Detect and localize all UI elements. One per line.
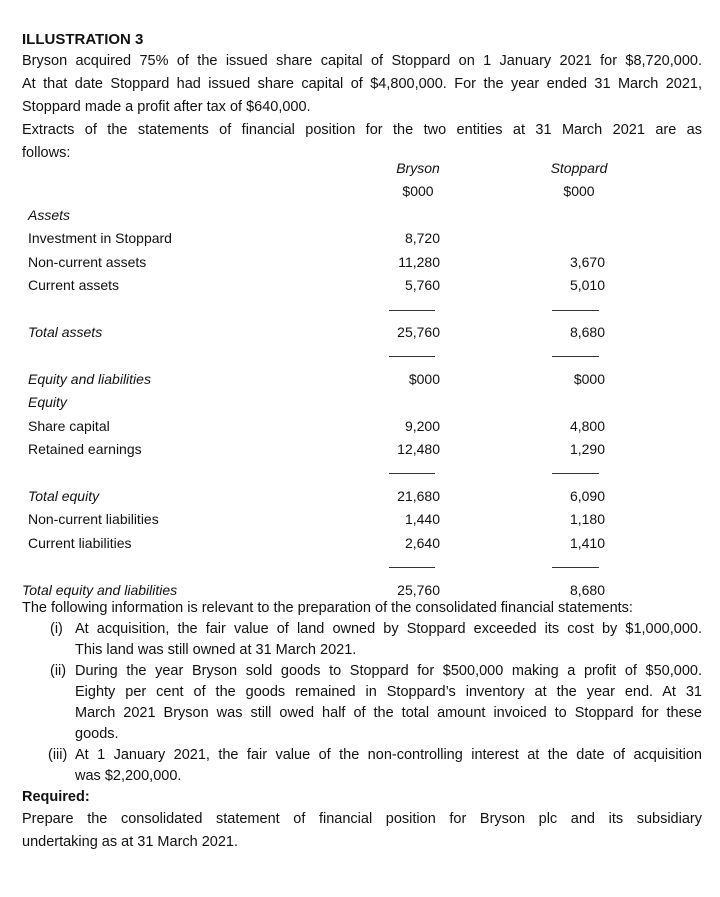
bryson-value: 11,280: [398, 254, 440, 270]
unit-stoppard: $000: [563, 183, 595, 199]
list-item: [22, 661, 702, 745]
row-label: Total equity and liabilities: [22, 582, 178, 598]
total-rule: [552, 356, 599, 357]
subtotal-rule: [552, 310, 599, 311]
bryson-value: 25,760: [397, 582, 440, 598]
row-label: Total equity: [28, 488, 100, 504]
bryson-value: 9,200: [404, 418, 440, 434]
additional-information: [22, 598, 702, 854]
stoppard-value: 1,410: [569, 535, 605, 551]
bryson-value: 8,720: [404, 230, 440, 246]
table-header-row: [22, 160, 702, 182]
row-label: Total assets: [28, 324, 103, 340]
item-number: (i): [50, 621, 63, 637]
required-text: undertaking as at 31 March 2021.: [22, 834, 239, 850]
row-label: Equity: [28, 394, 67, 410]
bryson-value: 12,480: [397, 441, 440, 457]
row-label: Non-current liabilities: [28, 511, 159, 527]
table-row: [22, 254, 702, 276]
bryson-unit: $000: [408, 371, 440, 387]
item-number: (iii): [48, 747, 68, 763]
illustration: [22, 30, 702, 165]
financial-position-table: [22, 156, 702, 606]
row-label: Non-current assets: [28, 254, 147, 270]
intro-line: Bryson acquired 75% of the issued share capital of Stoppard on 1 January 2021 for $8,720,000.: [22, 53, 702, 69]
table-row: [22, 207, 702, 229]
total-rule: [389, 356, 435, 357]
item-line: At acquisition, the fair value of land owned by Stoppard exceeded its cost by $1,000,000.: [75, 621, 702, 637]
table-unit-row: [22, 183, 702, 205]
item-line: March 2021 Bryson was still owed half of the total amount invoiced to Stoppard for these: [75, 705, 702, 721]
stoppard-value: 3,670: [569, 254, 605, 270]
intro-line: follows:: [22, 145, 71, 161]
stoppard-value: 5,010: [569, 277, 605, 293]
item-line: During the year Bryson sold goods to Stoppard for $500,000 making a profit of $50,000.: [75, 663, 702, 679]
item-line: This land was still owned at 31 March 2021.: [75, 642, 357, 658]
row-label: Retained earnings: [28, 441, 142, 457]
bryson-value: 2,640: [404, 535, 440, 551]
required-label: Required:: [22, 789, 90, 805]
table-row: [22, 535, 702, 557]
table-row: [22, 324, 702, 346]
stoppard-value: 4,800: [569, 418, 605, 434]
item-line: At 1 January 2021, the fair value of the non-controlling interest at the date of acquisition: [75, 747, 702, 763]
intro-text: [22, 50, 702, 165]
intro-line: Stoppard made a profit after tax of $640,000.: [22, 99, 311, 115]
stoppard-unit: $000: [573, 371, 605, 387]
table-row: [22, 277, 702, 299]
page-title: ILLUSTRATION 3: [22, 31, 144, 48]
info-intro: The following information is relevant to the preparation of the consolidated financial statements:: [22, 600, 633, 616]
subtotal-rule: [389, 567, 435, 568]
subtotal-rule: [389, 473, 435, 474]
required-text: Prepare the consolidated statement of financial position for Bryson plc and its subsidiary: [22, 811, 702, 827]
column-header-bryson: Bryson: [396, 160, 440, 176]
table-row: [22, 394, 702, 416]
subtotal-rule: [552, 473, 599, 474]
table-row: [22, 418, 702, 440]
bryson-value: 21,680: [397, 488, 440, 504]
item-line: was $2,200,000.: [75, 768, 182, 784]
table-row: [22, 488, 702, 510]
stoppard-value: 8,680: [569, 582, 605, 598]
row-label: Current liabilities: [28, 535, 132, 551]
table-row: [22, 230, 702, 252]
stoppard-value: 1,290: [569, 441, 605, 457]
bryson-value: 5,760: [404, 277, 440, 293]
row-label: Assets: [28, 207, 71, 223]
stoppard-value: 1,180: [569, 511, 605, 527]
row-label: Equity and liabilities: [28, 371, 151, 387]
list-item: [22, 745, 702, 787]
bryson-value: 25,760: [397, 324, 440, 340]
table-row: [22, 511, 702, 533]
column-header-stoppard: Stoppard: [550, 160, 608, 176]
item-line: Eighty per cent of the goods remained in Stoppard’s inventory at the year end. At 31: [75, 684, 702, 700]
item-line: goods.: [75, 726, 119, 742]
intro-line: Extracts of the statements of financial position for the two entities at 31 March 2021 are as: [22, 122, 702, 138]
stoppard-value: 8,680: [569, 324, 605, 340]
unit-bryson: $000: [402, 183, 434, 199]
intro-line: At that date Stoppard had issued share capital of $4,800,000. For the year ended 31 March 2021,: [22, 76, 702, 92]
list-item: [22, 619, 702, 661]
table-row: [22, 371, 702, 393]
table-row: [22, 441, 702, 463]
bryson-value: 1,440: [404, 511, 440, 527]
subtotal-rule: [552, 567, 599, 568]
row-label: Investment in Stoppard: [28, 230, 172, 246]
row-label: Share capital: [28, 418, 110, 434]
stoppard-value: 6,090: [569, 488, 605, 504]
item-number: (ii): [50, 663, 67, 679]
row-label: Current assets: [28, 277, 120, 293]
subtotal-rule: [389, 310, 435, 311]
